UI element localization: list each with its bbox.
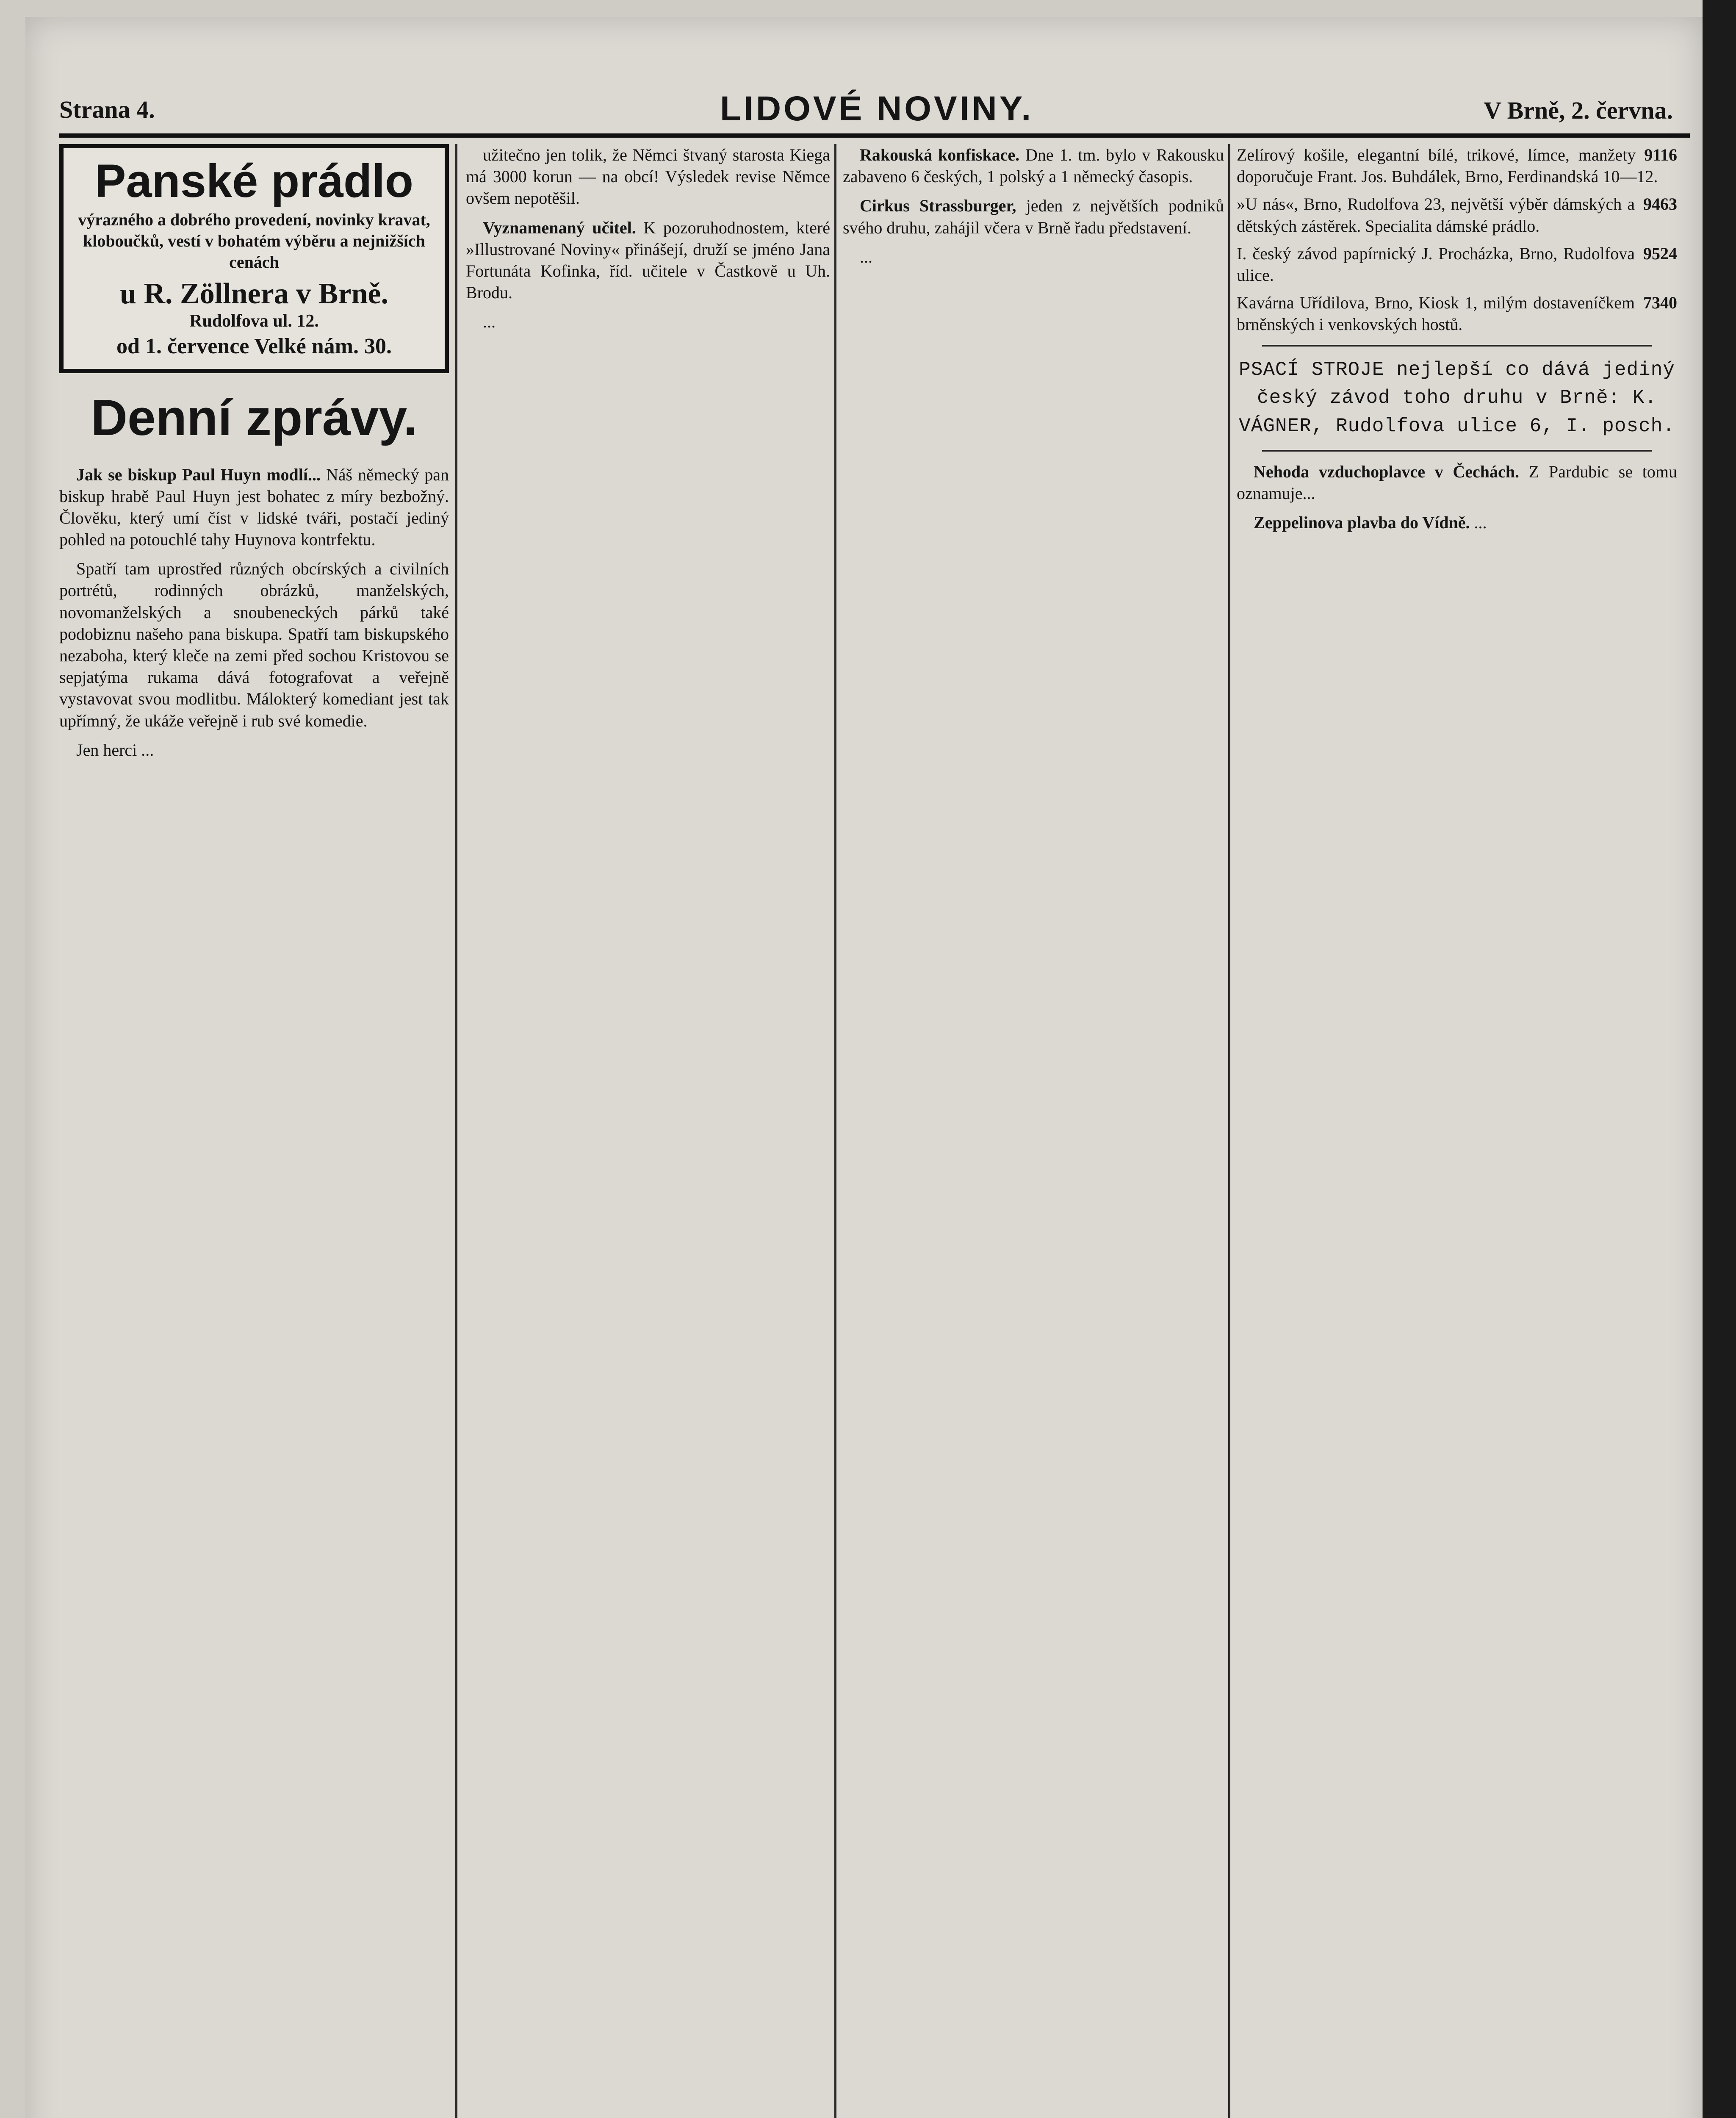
column-1 [59,144,449,2118]
advert-branch: od 1. července Velké nám. 30. [116,334,392,358]
article-text: ... [860,247,872,266]
article-lead: Jak se biskup Paul Huyn modlí... [76,465,321,484]
ad-number: 9116 [1644,145,1677,164]
page-number: Strana 4. [59,96,155,123]
advert-panske-pradlo [59,144,449,373]
ad-text: »U nás«, Brno, Rudolfova 23, největší výběr dámských a dětských zástěrek. Specialita dámské prádlo. [1237,194,1635,236]
page-edge-shadow [1703,0,1736,2118]
article [59,739,449,761]
article [843,144,1224,187]
advert-title: Panské prádlo [95,155,413,207]
article [1237,461,1677,504]
ad-text: I. český závod papírnický J. Procházka, Brno, Rudolfova ulice. [1237,244,1635,285]
article-text: Náš německý pan biskup hrabě Paul Huyn jest bohatec z míry bezbožný. Člověku, který umí číst v lidské tváři, postačí jediný pohled na potouchlé tahy Huynova kontrfektu. [59,465,449,549]
article-text: Dne 1. tm. bylo v Rakousku zabaveno 6 českých, 1 polský a 1 německý časopis. [843,145,1224,186]
article-lead: Vyznamenaný učitel. [483,218,636,237]
column-3 [843,144,1224,2118]
article-text: K pozoruhodnostem, které »Illustrované Noviny« přinášejí, druží se jméno Jana Fortunáta Kofinka, říd. učitele v Častkově u Uh. Brodu. [466,218,830,302]
article [466,217,830,304]
ad-number: 7340 [1643,293,1677,313]
page-header [59,87,1690,138]
article-lead: Nehoda vzduchoplavce v Čechách. [1254,462,1520,481]
advert-address: Rudolfova ul. 12. [189,311,319,331]
article [1237,512,1677,533]
column-rule [834,144,836,2118]
article [843,246,1224,268]
article-text: jeden z největších podniků svého druhu, zahájil včera v Brně řadu představení. [843,196,1224,237]
article-text: užitečno jen tolik, že Němci štvaný starosta Kiega má 3000 korun — na obcí! Výsledek revise Němce ovšem nepotěšil. [466,145,830,208]
separator-line [1262,450,1652,452]
column-rule [455,144,457,2118]
column-2 [466,144,830,2118]
ad-text: Kavárna Uřídilova, Brno, Kiosk 1, milým dostaveníčkem brněnských i venkovských hostů. [1237,293,1635,334]
article-text: Z Pardubic se tomu oznamuje... [1237,462,1677,503]
ad-number: 9463 [1643,194,1677,214]
article-text: ... [483,312,496,332]
column-rule [1228,144,1230,2118]
article-lead: Zeppelinova plavba do Vídně. [1254,513,1470,532]
article-text: ... [1474,513,1487,532]
ad-text: Zelírový košile, elegantní bílé, trikové, límce, manžety doporučuje Frant. Jos. Buhdálek, Brno, Ferdinandská 10—12. [1237,145,1658,186]
ad-number: 9524 [1643,244,1677,263]
section-title: Denní zprávy. [91,389,418,446]
article-text: Jen herci ... [76,740,154,760]
article [466,311,830,333]
classified-ad [1237,243,1677,286]
article-lead: Cirkus Strassburger, [860,196,1016,216]
article [59,464,449,551]
separator-line [1262,345,1652,347]
classified-ad [1237,144,1677,187]
masthead: LIDOVÉ NOVINY. [720,89,1034,128]
advert-firm: u R. Zöllnera v Brně. [120,277,388,310]
article [59,558,449,732]
column-4-adverts [1237,144,1677,2118]
article [466,144,830,209]
article-lead: Rakouská konfiskace. [860,145,1020,164]
advert-text: výrazného a dobrého provedení, novinky kravat, kloboučků, vestí v bohatém výběru a nejnižších cenách [78,210,430,272]
typewriter-advert: PSACÍ STROJE nejlepší co dává jediný český závod toho druhu v Brně: K. VÁGNER, Rudolfova ulice 6, I. posch. [1239,358,1675,437]
classified-ad [1237,193,1677,236]
article-text: Spatří tam uprostřed různých obcírských a civilních portrétů, rodinných obrázků, manželských, novomanželských a snoubeneckých párků také podobiznu našeho pana biskupa. Spatří tam biskupského nezaboha, který kleče na zemi před sochou Kristovou se sepjatýma rukama dává fotografovat a veřejně vystavovat svou modlitbu. Málokterý komediant jest tak upřímný, že ukáže veřejně i rub své komedie. [59,559,449,730]
dateline: V Brně, 2. června. [1484,97,1673,124]
article [843,195,1224,238]
classified-ad [1237,292,1677,335]
